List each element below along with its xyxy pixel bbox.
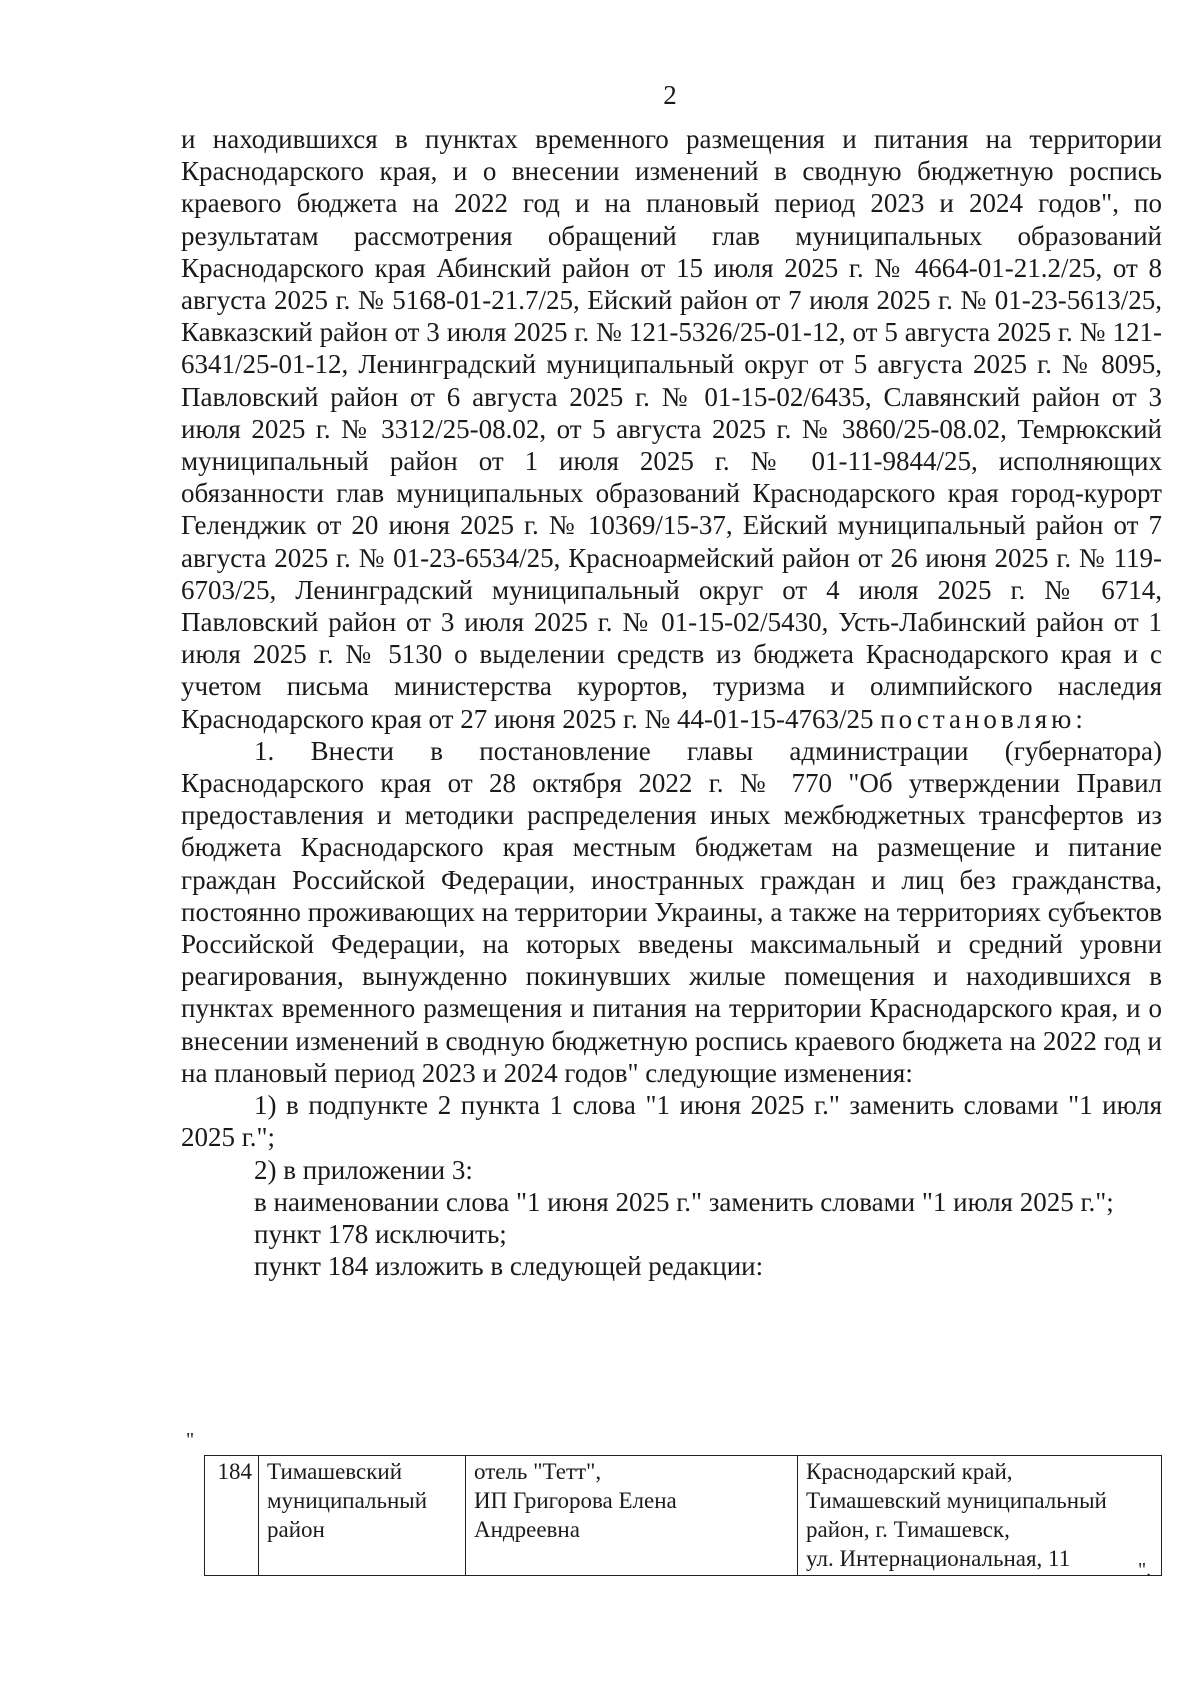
paragraph-restate-184: пункт 184 изложить в следующей редакции: [254,1251,764,1282]
municipality-cell [259,1456,466,1576]
decree-word: постановляю: [880,703,1087,734]
cell-line: район [267,1517,325,1542]
cell-line: отель "Тетт", [474,1459,602,1484]
cell-line: ИП Григорова Елена [474,1488,677,1513]
amendment-table [204,1455,1162,1576]
cell-line: муниципальный [267,1488,428,1513]
row-number-cell: 184 [205,1456,259,1576]
table-row [205,1456,1162,1576]
cell-line: Тимашевский муниципальный [806,1488,1107,1513]
cell-line: Андреевна [474,1517,580,1542]
cell-line: Краснодарский край, [806,1459,1013,1484]
organization-cell [466,1456,798,1576]
paragraph-naming-change: в наименовании слова "1 июня 2025 г." заменить словами "1 июля 2025 г."; [254,1186,1114,1217]
opening-quote: " [186,1429,195,1451]
page-number: 2 [663,80,677,110]
paragraph-text: и находившихся в пунктах временного размещения и питания на территории Краснодарского края, и о внесении изменений в сводную бюджетную роспись краевого бюджета на 2022 год и на плановый период 2023 и 2024 годов", по результатам рассмотрения обращений глав муниципальных образований Краснодарского края Абинский район от 15 июля 2025 г. № 4664-01-21.2/25, от 8 августа 2025 г. № 5168-01-21.7/25, Ейский район от 7 июля 2025 г. № 01-23-5613/25, Кавказский район от 3 июля 2025 г. № 121-5326/25-01-12, от 5 августа 2025 г. № 121-6341/25-01-12, Ленинградский муниципальный округ от 5 августа 2025 г. № 8095, Павловский район от 6 августа 2025 г. № 01-15-02/6435, Славянский район от 3 июля 2025 г. № 3312/25-08.02, от 5 августа 2025 г. № 3860/25-08.02, Темрюкский муниципальный район от 1 июля 2025 г. № 01-11-9844/25, исполняющих обязанности глав муниципальных образований Краснодарского края город-курорт Геленджик от 20 июня 2025 г. № 10369/15-37, Ейский муниципальный район от 7 августа 2025 г. № 01-23-6534/25, Красноармейский район от 26 июня 2025 г. № 119-6703/25, Ленинградский муниципальный округ от 4 июля 2025 г. № 6714, Павловский район от 3 июля 2025 г. № 01-15-02/5430, Усть-Лабинский район от 1 июля 2025 г. № 5130 о выделении средств из бюджета Краснодарского края и с учетом письма министерства курортов, туризма и олимпийского наследия Краснодарского края от 27 июня 2025 г. № 44-01-15-4763/25 [181,124,1162,734]
document-body [181,123,1162,1282]
paragraph-exclude-178: пункт 178 исключить; [254,1218,507,1249]
paragraph-preamble [181,123,1162,735]
address-cell [798,1456,1162,1576]
cell-line: ул. Интернациональная, 11 [806,1546,1071,1571]
cell-line: район, г. Тимашевск, [806,1517,1010,1542]
paragraph-item-1: 1. Внести в постановление главы администрации (губернатора) Краснодарского края от 28 октября 2022 г. № 770 "Об утверждении Правил предоставления и методики распределения иных межбюджетных трансфертов из бюджета Краснодарского края местным бюджетам на размещение и питание граждан Российской Федерации, иностранных граждан и лиц без гражданства, постоянно проживающих на территории Украины, а также на территориях субъектов Российской Федерации, на которых введены максимальный и средний уровни реагирования, вынужденно покинувших жилые помещения и находившихся в пунктах временного размещения и питания на территории Краснодарского края, и о внесении изменений в сводную бюджетную роспись краевого бюджета на 2022 год и на плановый период 2023 и 2024 годов" следующие изменения: [181,735,1162,1088]
closing-quote: ". [1138,1559,1152,1581]
paragraph-subitem-1: 1) в подпункте 2 пункта 1 слова "1 июня 2025 г." заменить словами "1 июля 2025 г."; [181,1090,1162,1153]
cell-line: Тимашевский [267,1459,403,1484]
paragraph-subitem-2: 2) в приложении 3: [254,1154,473,1185]
